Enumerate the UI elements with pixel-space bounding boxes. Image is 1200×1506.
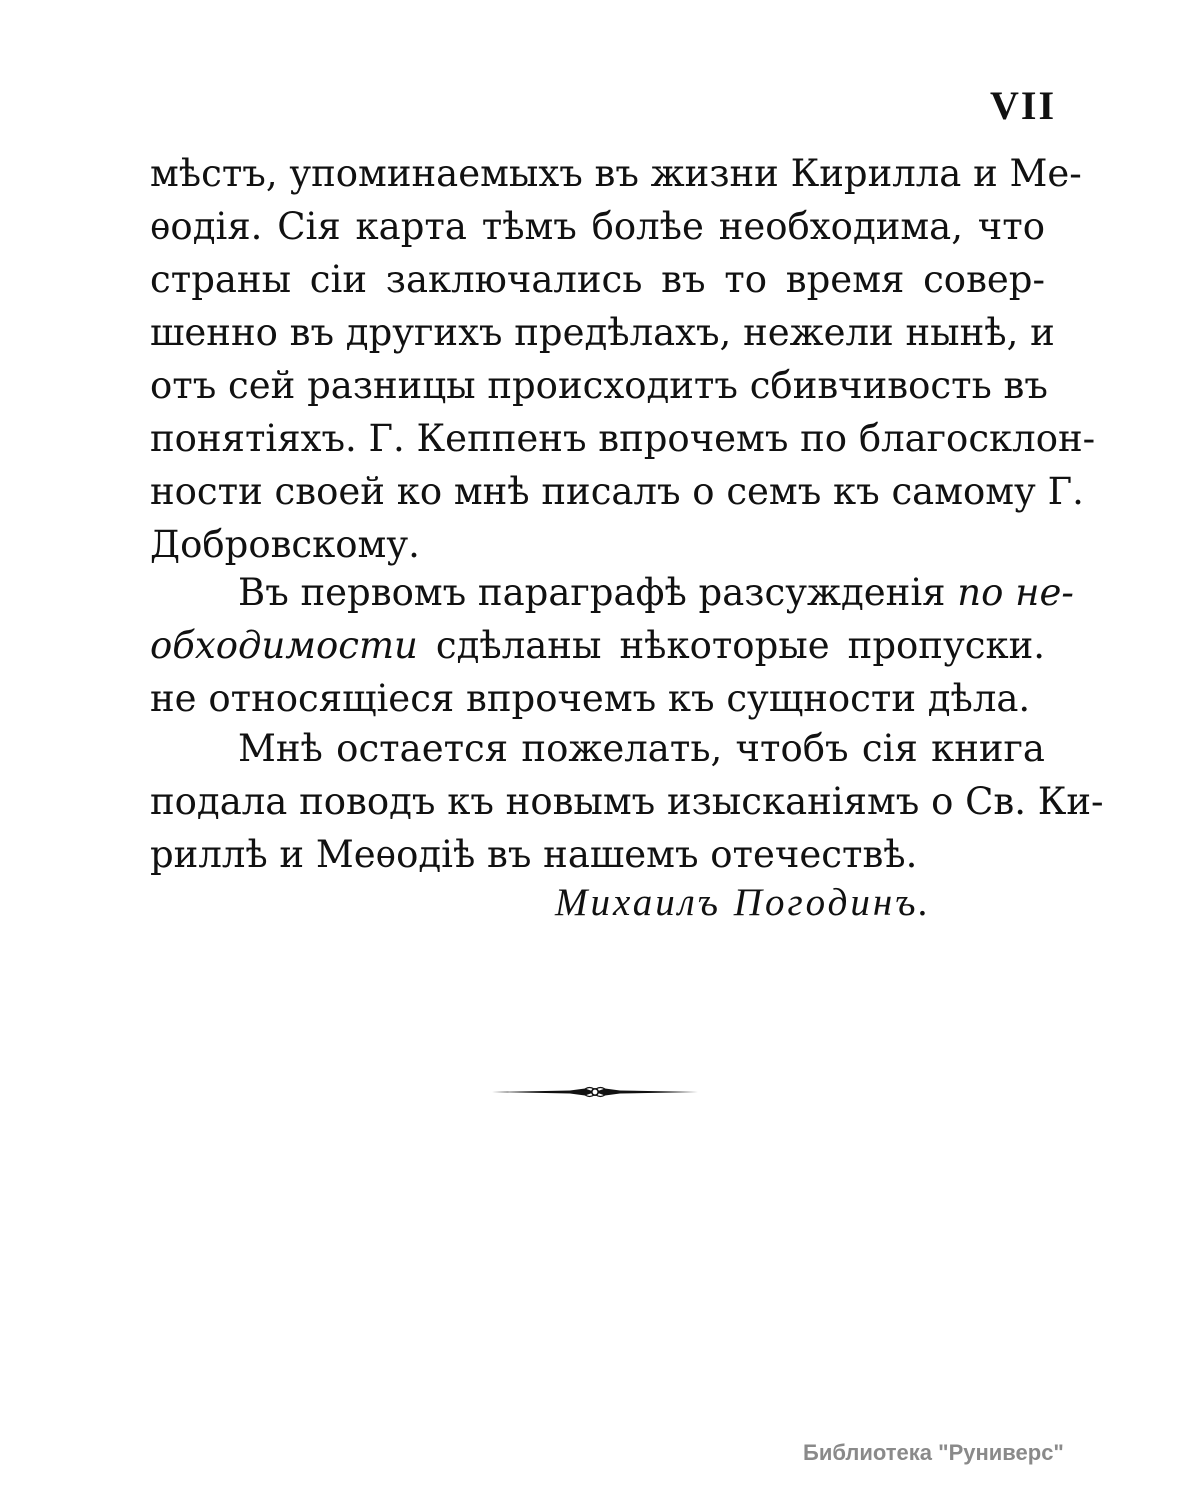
text-line: отъ сей разницы происходитъ сбивчивость въ (150, 364, 1048, 407)
italic-segment: обходимости (150, 624, 418, 667)
paragraph-omissions (150, 566, 1074, 725)
text-line: подала поводъ къ новымъ изысканіямъ о Св. Ки- (150, 780, 1104, 823)
text-line: Мнѣ остается пожелать, чтобъ сія книга (238, 727, 1045, 770)
text-line: страны сіи заключались въ то время совер- (150, 258, 1045, 301)
italic-segment: по не- (957, 571, 1074, 614)
text-line (150, 619, 1045, 672)
text-line (150, 566, 1074, 619)
paragraph-continued (150, 147, 1096, 571)
text-line: Добровскому. (150, 523, 420, 566)
text-line: понятіяхъ. Г. Кеппенъ впрочемъ по благосклон- (150, 417, 1096, 460)
library-label: Библиотека "Руниверс" (803, 1440, 1064, 1465)
page-number: VII (990, 83, 1057, 128)
text-line: шенно въ другихъ предѣлахъ, нежели нынѣ, и (150, 311, 1055, 354)
text-line: ности своей ко мнѣ писалъ о семъ къ самому Г. (150, 470, 1084, 513)
signature: Михаилъ Погодинъ. (555, 881, 932, 924)
text-line: мѣстъ, упоминаемыхъ въ жизни Кирилла и Ме- (150, 152, 1082, 195)
text-segment: Въ первомъ параграфѣ разсужденія (238, 571, 958, 614)
text-segment: сдѣланы нѣкоторые пропуски. (417, 624, 1045, 667)
text-line: ѳодія. Сія карта тѣмъ болѣе необходима, что (150, 205, 1045, 248)
ornamental-divider-icon (490, 1080, 700, 1108)
text-line: риллѣ и Меѳодіѣ въ нашемъ отечествѣ. (150, 833, 918, 876)
text-line: не относящіеся впрочемъ къ сущности дѣла. (150, 677, 1031, 720)
paragraph-wish (150, 722, 1104, 881)
